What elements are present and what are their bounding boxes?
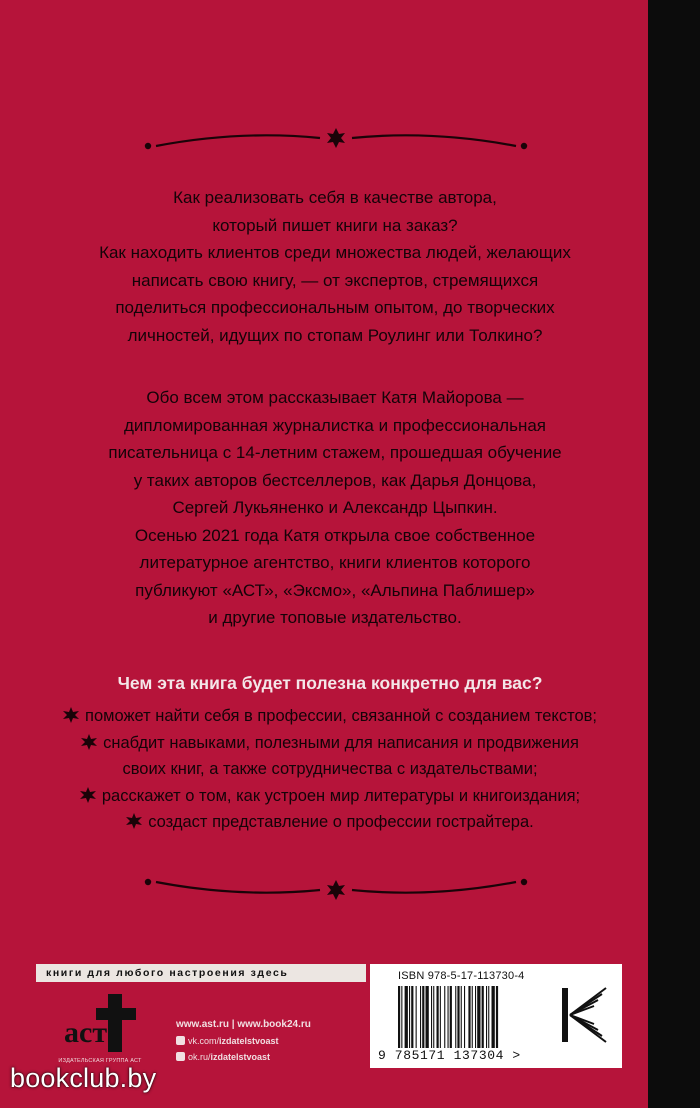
benefit-text: создаст представление о профессии гострайтера. [148, 813, 534, 831]
watermark: bookclub.by [10, 1063, 157, 1093]
vk-prefix: vk.com/ [188, 1036, 220, 1046]
benefit-text: снабдит навыками, полезными для написания и продвижения [103, 733, 579, 752]
publisher-links [176, 1017, 376, 1065]
logo-text: аст [64, 1016, 108, 1049]
ornament-divider-bottom [140, 872, 532, 902]
ok-link[interactable] [176, 1049, 376, 1065]
about-line: и другие топовые издательство. [208, 608, 462, 627]
about-line: дипломированная журналистка и профессиональная [124, 415, 546, 435]
tagline-bar: книги для любого настроения здесь [36, 964, 366, 982]
benefit-text: своих книг, а также сотрудничества с издательствами; [122, 760, 538, 778]
about-line: литературное агентство, книги клиентов которого [139, 553, 531, 572]
ok-prefix: ok.ru/ [188, 1052, 211, 1062]
benefits-list [40, 703, 620, 836]
intro-questions [90, 184, 580, 349]
ast-logo-icon [50, 990, 150, 1056]
ornament-divider-top [140, 124, 532, 154]
intro-line: личностей, идущих по стопам Роулинг или Толкино? [127, 325, 543, 345]
about-line: у таких авторов бестселлеров, как Дарья Донцова, [133, 470, 537, 490]
ok-handle: izdatelstvoast [210, 1052, 271, 1062]
benefit-item-continuation [40, 756, 620, 783]
star-bullet-icon [80, 787, 96, 803]
book-spine-edge [648, 0, 700, 1108]
about-line: писательница с 14-летним стажем, прошедшая обучение [108, 443, 562, 462]
intro-line: написать свою книгу, — от экспертов, стремящихся [131, 270, 539, 290]
star-bullet-icon [126, 813, 142, 829]
vk-handle: izdatelstvoast [219, 1036, 279, 1046]
publisher-k-icon [560, 984, 614, 1046]
benefit-item [40, 730, 620, 757]
star-bullet-icon [81, 734, 97, 750]
benefit-item [40, 809, 620, 836]
intro-line: поделиться профессиональным опытом, до творческих [115, 298, 555, 317]
benefit-text: поможет найти себя в профессии, связанной с созданием текстов; [85, 707, 597, 725]
intro-line: Как реализовать себя в качестве автора, [173, 188, 497, 207]
vk-icon [176, 1036, 185, 1045]
benefit-text: расскажет о том, как устроен мир литературы и книгоиздания; [101, 786, 581, 805]
about-author [90, 384, 580, 632]
about-line: Обо всем этом рассказывает Катя Майорова — [146, 388, 524, 407]
barcode-panel [370, 964, 622, 1068]
isbn-text: ISBN 978-5-17-113730-4 [398, 970, 525, 982]
benefit-item [40, 703, 620, 730]
intro-line: Как находить клиентов среди множества людей, желающих [99, 243, 571, 262]
about-line: Сергей Лукьяненко и Александр Цыпкин. [172, 498, 498, 517]
benefits-title: Чем эта книга будет полезна конкретно для вас? [117, 673, 543, 693]
site-links[interactable]: www.ast.ru | www.book24.ru [176, 1019, 311, 1030]
ean-text: 9 785171 137304 > [378, 1048, 521, 1063]
logo-caption: ИЗДАТЕЛЬСКАЯ ГРУППА АСТ [58, 1058, 142, 1064]
barcode-icon [398, 986, 538, 1048]
about-line: Осенью 2021 года Катя открыла свое собственное [134, 525, 536, 545]
benefit-item [40, 783, 620, 810]
star-bullet-icon [63, 707, 79, 723]
vk-link[interactable] [176, 1033, 376, 1049]
ok-icon [176, 1052, 185, 1061]
about-line: публикуют «АСТ», «Эксмо», «Альпина Паблишер» [135, 580, 535, 600]
intro-line: который пишет книги на заказ? [212, 215, 458, 235]
